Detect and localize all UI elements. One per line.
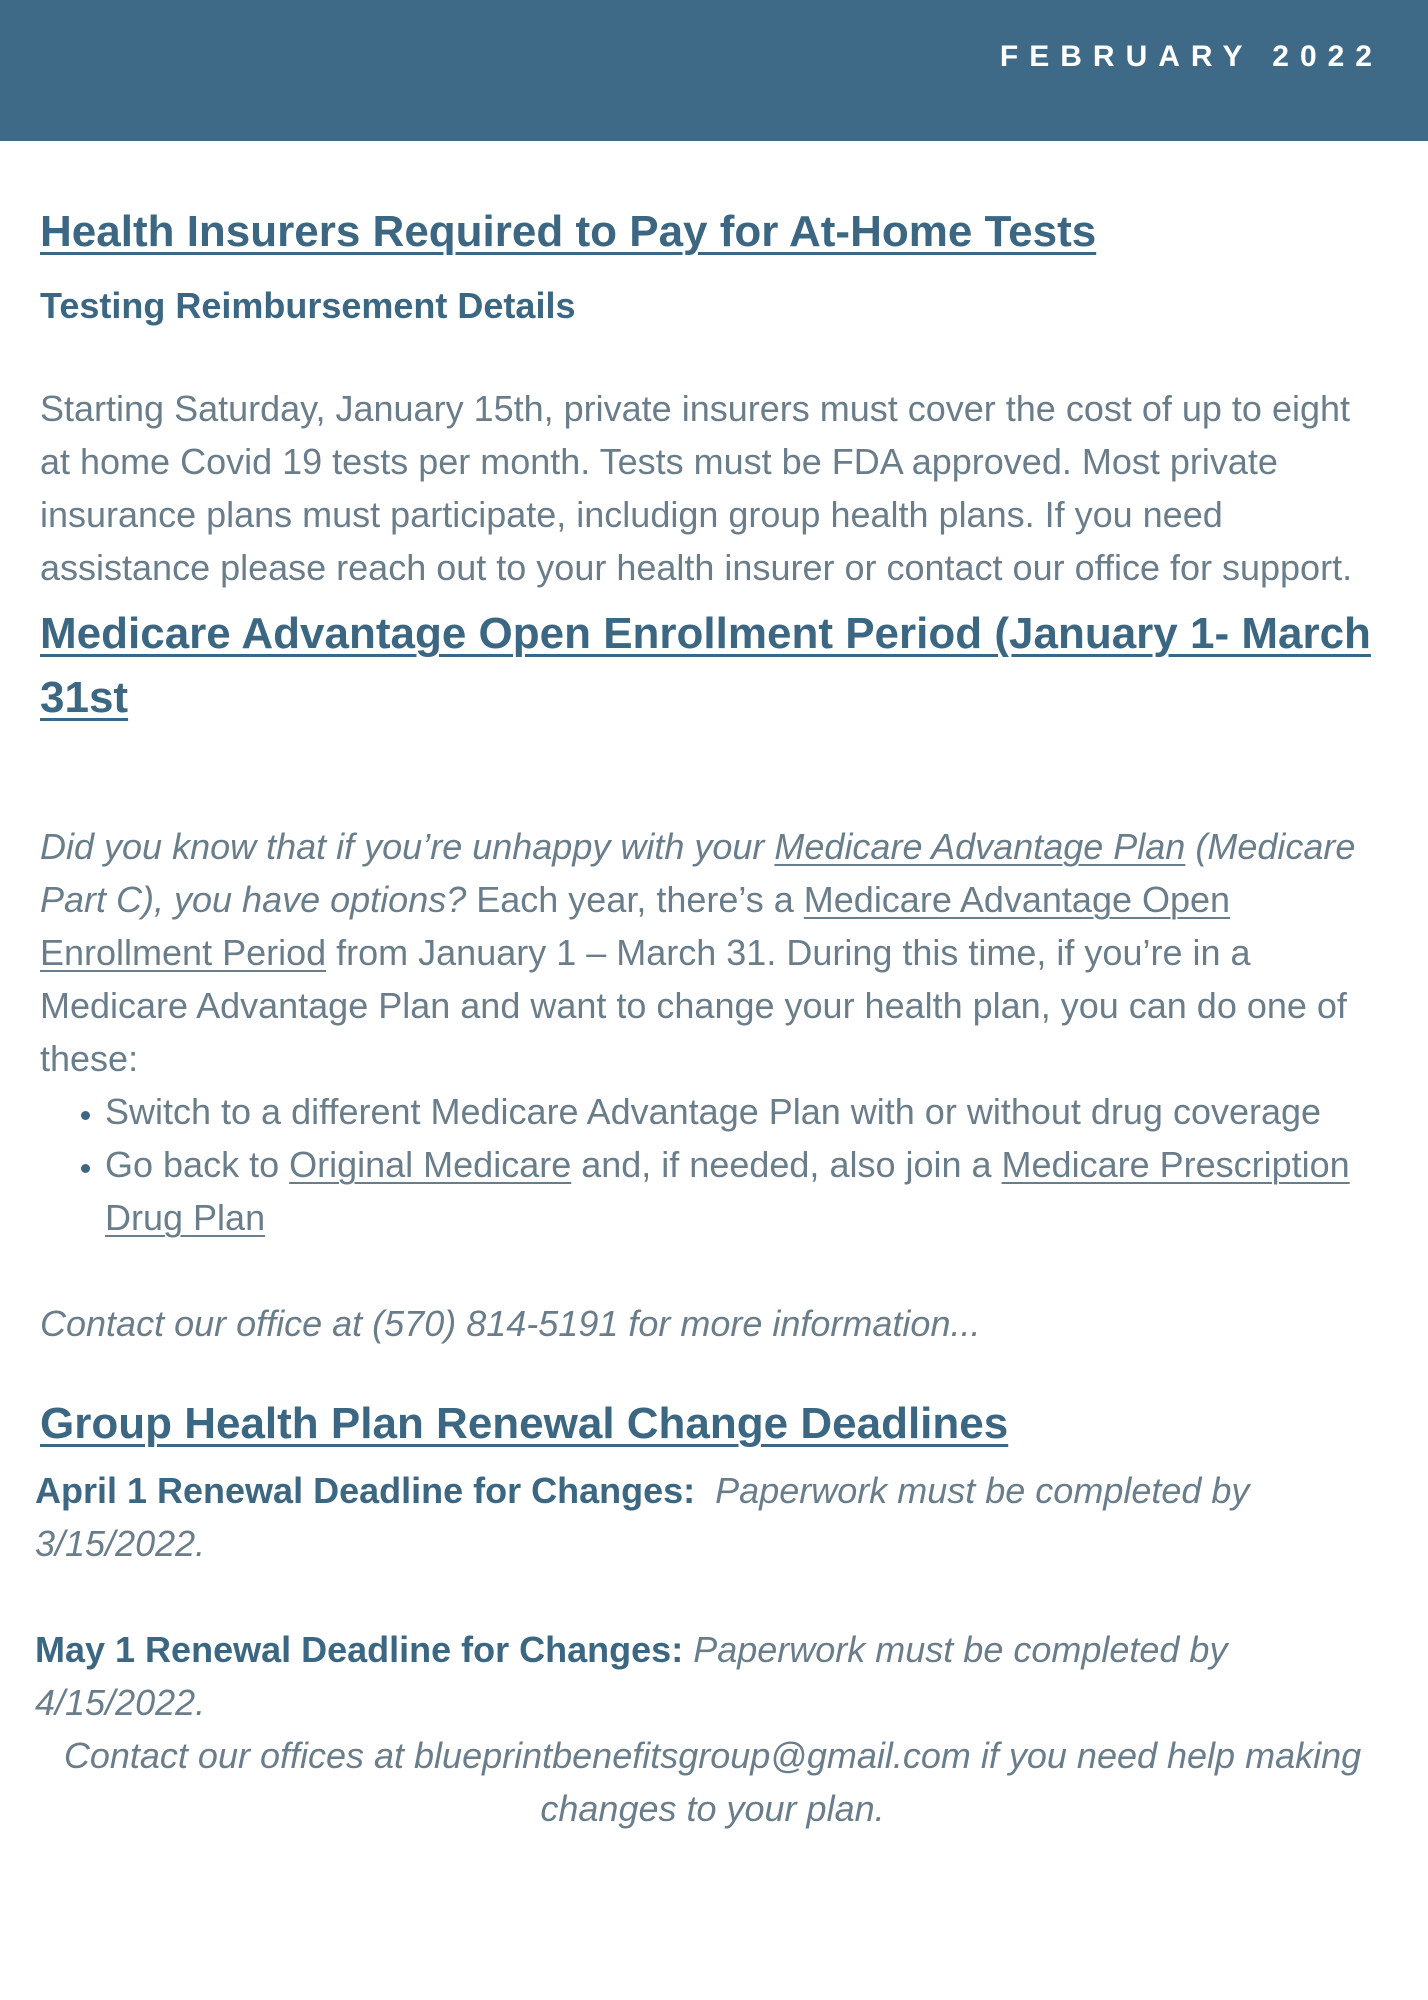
april-deadline	[35, 1464, 1390, 1570]
medicare-advantage-oep-link[interactable]: Medicare Advantage Open Enrollment Period	[40, 879, 1231, 973]
paragraph-text: Each year, there’s a	[466, 879, 804, 920]
list-item	[105, 1138, 1390, 1244]
section-title-at-home-tests: Health Insurers Required to Pay for At-Home Tests	[40, 207, 1097, 256]
may-deadline-text: Paperwork must be completed by 4/15/2022.	[35, 1629, 1228, 1723]
bullet-text-mid: and, if needed, also join a	[571, 1144, 1002, 1185]
section-title-medicare-oep: Medicare Advantage Open Enrollment Period (January 1- March 31st	[40, 609, 1371, 722]
april-deadline-label: April 1 Renewal Deadline for Changes:	[35, 1470, 696, 1511]
prescription-drug-plan-link[interactable]: Medicare Prescription Drug Plan	[105, 1144, 1350, 1238]
medicare-paragraph	[40, 820, 1390, 1085]
intro-italic: Did you know that if you’re unhappy with your	[40, 826, 775, 867]
list-item	[105, 1085, 1390, 1138]
closing-contact-line: Contact our offices at blueprintbenefitsgroup@gmail.com if you need help making changes to your plan.	[63, 1735, 1362, 1829]
may-deadline	[35, 1623, 1390, 1729]
contact-phone-line: Contact our office at (570) 814-5191 for more information...	[40, 1303, 981, 1344]
section-title-renewal-deadlines: Group Health Plan Renewal Change Deadlines	[40, 1399, 1009, 1448]
may-deadline-label: May 1 Renewal Deadline for Changes:	[35, 1629, 684, 1670]
header-banner	[0, 0, 1428, 141]
paragraph-text-2: from January 1 – March 31. During this time, if you’re in a Medicare Advantage Plan and want to change your health plan, you can do one of these:	[40, 932, 1347, 1079]
options-list	[40, 1085, 1390, 1244]
section-subtitle-reimbursement: Testing Reimbursement Details	[40, 285, 576, 326]
medicare-advantage-plan-link[interactable]: Medicare Advantage Plan	[774, 826, 1186, 867]
newsletter-date: FEBRUARY 2022	[999, 40, 1383, 73]
bullet-text: Switch to a different Medicare Advantage Plan with or without drug coverage	[105, 1091, 1322, 1132]
original-medicare-link[interactable]: Original Medicare	[289, 1144, 572, 1185]
newsletter-content	[35, 200, 1390, 1835]
reimbursement-paragraph: Starting Saturday, January 15th, private insurers must cover the cost of up to eight at home Covid 19 tests per month. Tests must be FDA approved. Most private insurance plans must participate, includign group health plans. If you need assistance please reach out to your health insurer or contact our office for support.	[40, 388, 1353, 588]
bullet-text: Go back to	[105, 1144, 290, 1185]
april-deadline-text: Paperwork must be completed by 3/15/2022.	[35, 1470, 1250, 1564]
intro-italic-2: (Medicare Part C), you have options?	[40, 826, 1356, 920]
